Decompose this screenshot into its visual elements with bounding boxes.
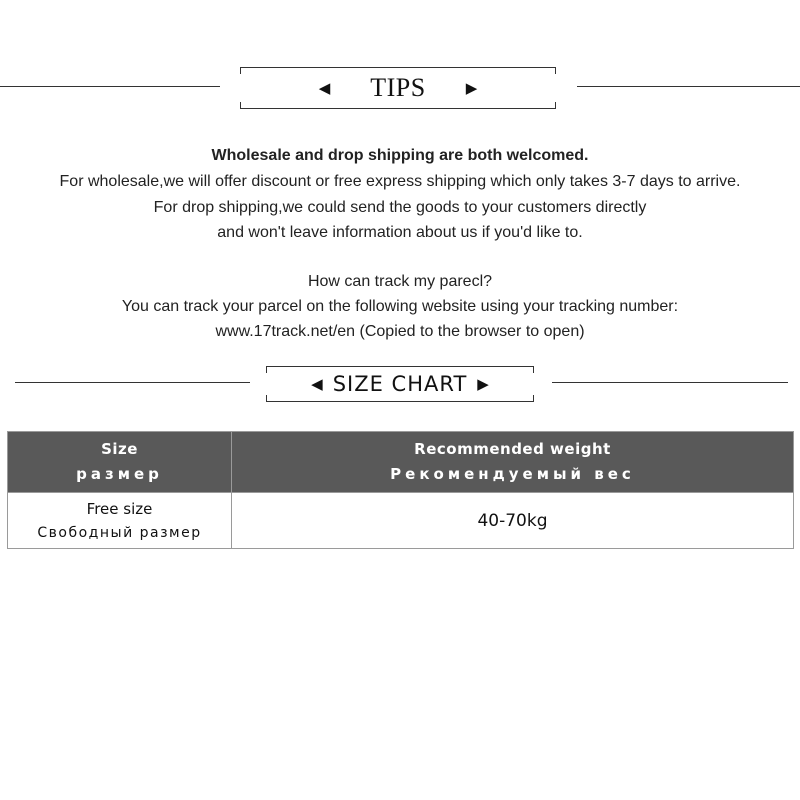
tips-line-track-info: You can track your parcel on the following website using your tracking number:: [121, 298, 679, 315]
size-chart-divider-right: [552, 382, 788, 383]
left-triangle-icon: ◀: [311, 376, 323, 393]
size-chart-heading-box: [266, 366, 534, 402]
cell-size-ru: Свободный размер: [37, 524, 202, 541]
header-weight-en: Recommended weight: [414, 440, 611, 458]
tips-line-track-heading: How can track my parecl?: [307, 273, 493, 290]
right-triangle-icon: ▶: [465, 80, 478, 97]
tips-line-dropship: For drop shipping,we could send the goods to your customers directly: [153, 199, 647, 216]
header-size: [8, 432, 232, 493]
size-chart-divider-left: [15, 382, 250, 383]
table-row: [8, 493, 794, 549]
cell-weight: 40-70kg: [232, 493, 794, 549]
size-chart-title: SIZE CHART: [332, 372, 468, 396]
header-weight: [232, 432, 794, 493]
tips-line-track-url: www.17track.net/en (Copied to the browser to open): [215, 323, 585, 340]
size-chart-table: [7, 431, 794, 549]
cell-size: [8, 493, 232, 549]
tips-heading-box: [240, 67, 556, 109]
header-size-en: Size: [101, 440, 138, 458]
header-size-ru: размер: [76, 465, 163, 483]
tips-divider-right: [577, 86, 800, 87]
tips-line-dropship-info: and won't leave information about us if you'd like to.: [217, 224, 583, 241]
right-triangle-icon: ▶: [477, 376, 489, 393]
header-weight-ru: Рекомендуемый вес: [390, 465, 635, 483]
tips-title: TIPS: [370, 73, 426, 102]
tips-line-wholesale: For wholesale,we will offer discount or free express shipping which only takes 3-7 days to arrive.: [59, 173, 741, 190]
table-header-row: [8, 432, 794, 493]
left-triangle-icon: ◀: [318, 80, 331, 97]
cell-size-en: Free size: [86, 499, 153, 518]
tips-divider-left: [0, 86, 220, 87]
tips-line-wholesale-heading: Wholesale and drop shipping are both welcomed.: [211, 147, 589, 164]
